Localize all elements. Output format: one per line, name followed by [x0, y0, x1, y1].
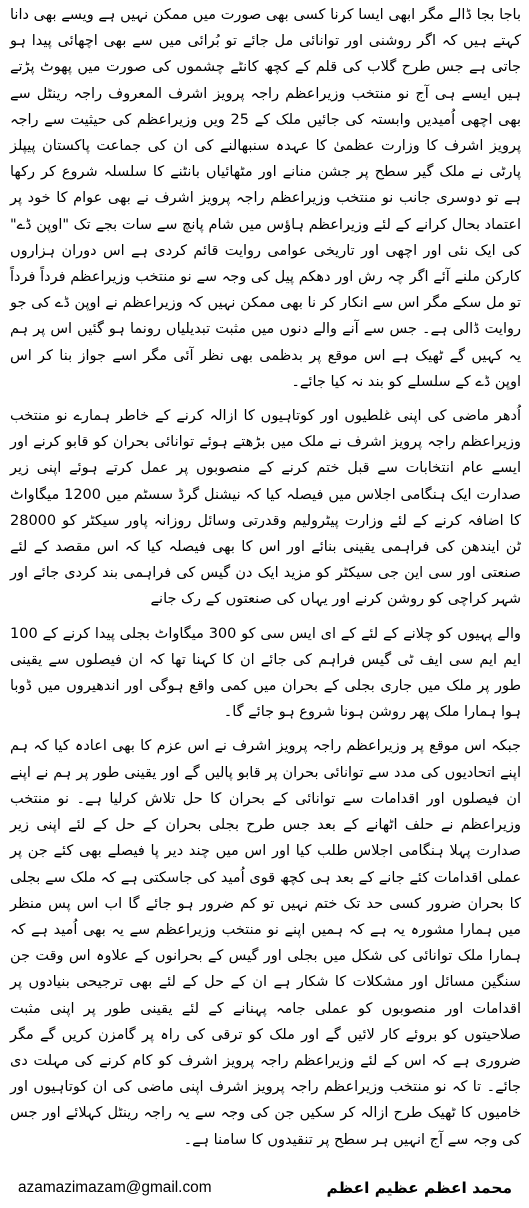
article-paragraph-3: والے پہیوں کو چلانے کے لئے کے ای ایس سی کو 300 میگاواٹ بجلی پیدا کرنے کے 100 ایم ایم سی ایف ٹی گیس فراہم کی جائے ان کا کہنا تھا کہ ان فیصلوں سے یقینی طور پر ملک میں جاری بجلی کے بحران میں کمی واقع ہوگی اور اندھیروں میں ڈوبا ہوا ہمارا ملک پھر روشن ہونا شروع ہو جائے گا۔ — [10, 625, 521, 721]
article-paragraph-4: جبکہ اس موقع پر وزیراعظم راجہ پرویز اشرف نے اس عزم کا بھی اعادہ کیا کہ ہم اپنے اتحادیوں کی مدد سے توانائی بحران پر قابو پالیں گے اور یقینی طور پر ہم نے اپنے ان فیصلوں اور اقدامات سے توانائی کے بحران کا حل تلاش کرلیا ہے۔ نو منتخب وزیراعظم نے حلف اٹھانے کے بعد جس طرح بجلی بحران کے حل کے لئے اپنی زیر صدارت پہلا ہنگامی اجلاس طلب کیا اور اس میں چند دیر پا فیصلے بھی کئے جن پر عملی اقدامات کئے جانے کے بعد ہی کچھ قوی اُمید کی جاسکتی ہے کہ ملک سے بجلی کا بحران ضرور کسی حد تک ختم نہیں تو کم ضرور ہو جائے گا اب اس پس منظر میں ہمارا مشورہ یہ ہے کہ ہمیں اپنے نو منتخب وزیراعظم سے یہ بھی اُمید ہے کہ ہمارا ملک توانائی کی شکل میں بجلی اور گیس کے بحرانوں کے علاوہ اس وقت جن سنگین مسائل اور مشکلات کا شکار ہے ان کے حل کے لئے بھی ترجیحی بنیادوں پر اقدامات اور منصوبوں کو عملی جامہ پہنانے کے لئے یقینی طور پر اپنی مثبت صلاحیتوں کو بروئے کار لائیں گے اور ملک کو ترقی کی راہ پر گامزن کریں گے مگر ضروری ہے کہ اس کے لئے وزیراعظم راجہ پرویز اشرف کو کام کرنے کی مہلت دی جائے۔ تا کہ نو منتخب وزیراعظم راجہ پرویز اشرف اپنی ماضی کی ان کوتاہیوں اور خامیوں کا ٹھیک طرح ازالہ کر سکیں جن کی وجہ سے یہ راجہ رینٹل کہلائے اور جس کی وجہ سے آج انہیں ہر سطح پر تنقیدوں کا سامنا ہے۔ — [10, 738, 521, 1148]
article-paragraph-1: باجا بجا ڈالے مگر ابھی ایسا کرنا کسی بھی صورت میں ممکن نہیں ہے ویسے بھی دانا کہتے ہیں کہ اگر روشنی اور توانائی مل جائے تو بُرائی میں سے بھی اچھائی پیدا ہو جاتی ہے جس طرح گلاب کی قلم کے کچھ کانٹے چشموں کی صورت میں پھوٹ پڑتے ہیں ایسے ہی آج نو منتخب وزیراعظم راجہ پرویز اشرف المعروف راجہ رینٹل سے بھی اچھی اُمیدیں وابستہ کی جائیں ملک کے 25 ویں وزیراعظم کی حیثیت سے راجہ پرویز اشرف کا وزارت عظمیٰ کا عہدہ سنبھالنے کی ان کی جماعت پاکستان پیپلز پارٹی نے ملک گیر سطح پر جشن منانے اور مٹھائیاں بانٹنے کا سلسلہ شروع کر رکھا ہے تو دوسری جانب نو منتخب وزیراعظم راجہ پرویز اشرف نے بھی عوام کا خود پر اعتماد بحال کرانے کے لئے وزیراعظم ہاؤس میں شام پانچ سے سات بجے تک "اوپن ڈے" کی ایک نئی اور اچھی اور تاریخی عوامی روایت قائم کردی ہے اس دوران ہزاروں کارکن ملنے آئے اگر چہ رش اور دھکم پیل کی وجہ سے نو منتخب وزیراعظم فرداً فرداً تو مل سکے مگر اس سے انکار کر نا بھی ممکن نہیں کہ وزیراعظم نے اوپن ڈے کی جو روایت ڈالی ہے۔ جس سے آنے والے دنوں میں مثبت تبدیلیاں رونما ہو گئیں اس پر ہم یہ کہیں گے ٹھیک ہے اس موقع پر بدظمی بھی نظر آئی مگر اسے جواز بنا کر اس اوپن ڈے کے سلسلے کو بند نہ کیا جائے۔ — [10, 7, 521, 390]
article-paragraph-2: اُدھر ماضی کی اپنی غلطیوں اور کوتاہیوں کا ازالہ کرنے کے خاطر ہمارے نو منتخب وزیراعظم راجہ پرویز اشرف نے ملک میں بڑھتے ہوئے توانائی بحران کو قابو کرنے اور ایسے عام انتخابات سے قبل ختم کرنے کے منصوبوں پر عمل کرتے ہوئے اپنی زیر صدارت ایک ہنگامی اجلاس میں فیصلہ کیا کہ نیشنل گرڈ سسٹم میں 1200 میگاواٹ کا اضافہ کرنے کے لئے وزارت پیٹرولیم وقدرتی وسائل روزانہ پاور سیکٹر کو 28000 ٹن ایندھن کی فراہمی یقینی بنائے اور اس کا بھی فیصلہ کیا کہ اس مقصد کے لئے صنعتی اور سی این جی سیکٹر کو مزید ایک دن گیس کی فراہمی بند کردی جائے اور شہر کراچی کو روشن کرنے اور یہاں کی صنعتوں کے رک جانے — [10, 408, 521, 608]
author-email[interactable]: azamazimazam@gmail.com — [18, 1179, 212, 1196]
author-signature — [18, 1177, 512, 1199]
article-body — [10, 2, 521, 1153]
author-name: محمد اعظم عظیم اعظم — [326, 1179, 512, 1197]
